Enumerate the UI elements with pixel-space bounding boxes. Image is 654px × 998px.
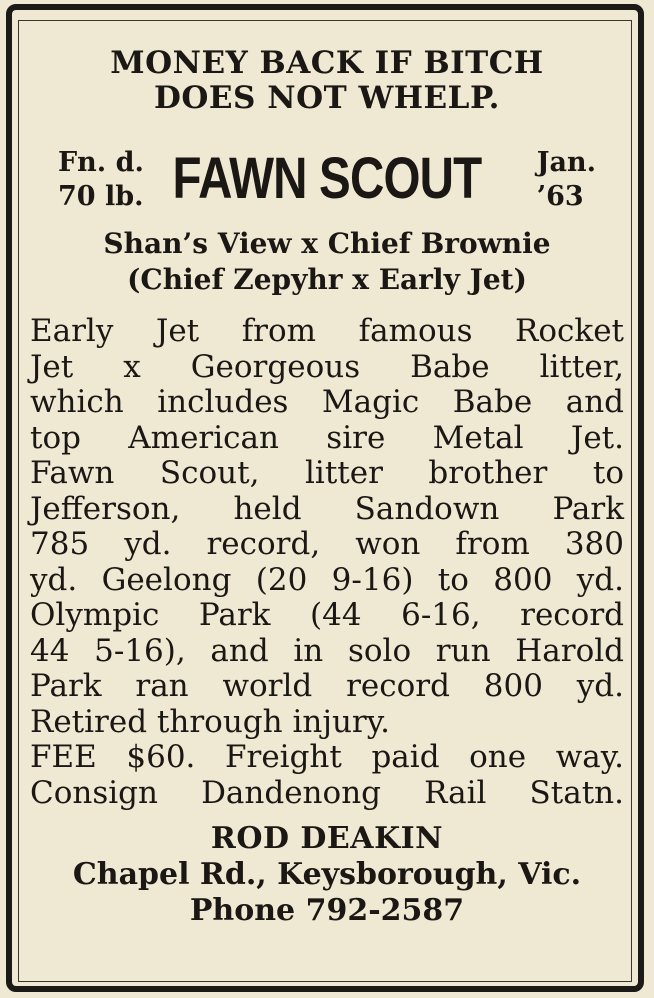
description-line: which includes Magic Babe and <box>30 384 624 420</box>
description-line: Retired through injury. <box>30 703 390 740</box>
description-line: 785 yd. record, won from 380 <box>30 526 624 562</box>
headline-line-2: DOES NOT WHELP. <box>154 80 500 116</box>
description-line: FEE $60. Freight paid one way. <box>30 739 624 775</box>
dog-name: FAWN SCOUT <box>172 146 482 211</box>
ad-content <box>30 46 624 929</box>
description-line: Park ran world record 800 yd. <box>30 668 624 704</box>
description-line: Olympic Park (44 6-16, record <box>30 597 624 633</box>
contact-block <box>30 821 624 929</box>
description <box>30 314 624 811</box>
description-line: Jet x Georgeous Babe litter, <box>30 348 624 385</box>
owner-address: Chapel Rd., Keysborough, Vic. <box>72 857 582 892</box>
owner-name: ROD DEAKIN <box>210 821 444 856</box>
dog-title-row <box>30 146 624 218</box>
whelp-date-block <box>537 146 596 214</box>
guarantee-headline <box>30 46 624 116</box>
colour-sex: Fn. d. <box>58 147 144 178</box>
pedigree-line-1: Shan’s View x Chief Brownie <box>103 227 551 260</box>
weight: 70 lb. <box>58 181 144 212</box>
description-line: Fawn Scout, litter brother to <box>30 455 624 491</box>
whelped-month: Jan. <box>536 147 596 178</box>
description-line: Early Jet from famous Rocket <box>30 313 624 349</box>
description-line: 44 5-16), and in solo run Harold <box>30 632 624 669</box>
whelped-year: ’63 <box>536 181 584 212</box>
pedigree <box>30 226 624 298</box>
headline-line-1: MONEY BACK IF BITCH <box>110 45 544 81</box>
pedigree-line-2: (Chief Zepyhr x Early Jet) <box>127 263 527 296</box>
description-line: yd. Geelong (20 9-16) to 800 yd. <box>30 561 624 598</box>
description-line: top American sire Metal Jet. <box>30 419 624 456</box>
description-line: Consign Dandenong Rail Statn. <box>30 774 624 811</box>
description-line: Jefferson, held Sandown Park <box>30 490 624 527</box>
owner-phone: Phone 792-2587 <box>189 893 465 928</box>
